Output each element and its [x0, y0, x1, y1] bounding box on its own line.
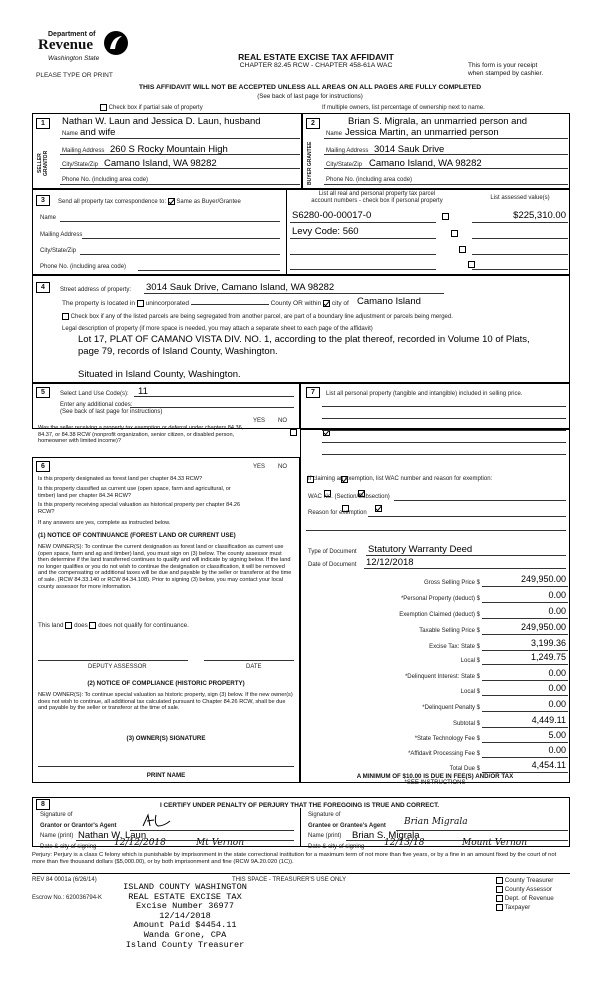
- copy-county-treasurer-checkbox[interactable]: [496, 877, 503, 884]
- s5-yes-header: YES: [253, 418, 266, 424]
- print-name-label: PRINT NAME: [146, 772, 186, 779]
- partial-sale-label: Check box if partial sale of property: [108, 105, 203, 112]
- perjury-text: Perjury: Perjury is a class C felony which is punishable by imprisonment in the state correctional institution for a maximum term of not more than five years, or by a fine in an amount fixed by the court of not more than five thousand dollars ($5,000.00), or by both imprisonment and fine (RCW 9A.20.020 (1C)).: [32, 852, 557, 865]
- parcel-1-personal-checkbox[interactable]: [442, 213, 449, 220]
- grantee-date-label: Date & city of signing: [308, 844, 365, 850]
- copy-taxpayer-checkbox[interactable]: [496, 904, 503, 911]
- buyer-mailing-value[interactable]: 3014 Sauk Drive: [374, 144, 445, 155]
- legal-line-3[interactable]: Situated in Island County, Washington.: [78, 369, 241, 380]
- parcel-3-personal-checkbox[interactable]: [459, 246, 466, 253]
- section7-number: 7: [306, 387, 320, 398]
- grantor-date-value[interactable]: 12/12/2018: [114, 838, 166, 848]
- copy-county-treasurer: [496, 876, 554, 885]
- section3-number: 3: [36, 195, 50, 206]
- certify-statement: I CERTIFY UNDER PENALTY OF PERJURY THAT THE FOREGOING IS TRUE AND CORRECT.: [160, 802, 440, 809]
- s3-name-label: Name: [40, 215, 57, 221]
- grantee-agent-label: Grantee or Grantee's Agent: [308, 823, 386, 829]
- wac-claim-label: If claiming an exemption, list WAC number and reason for exemption:: [308, 476, 493, 482]
- notice1-text: NEW OWNER(S): To continue the current designation as forest land or classification as current use (open space, farm and ag and timber) land, you must sign on (3) below. The county assessor must then determine if the land transferred continues to qualify and will indicate by signing below. If the land no longer qualifies or you do not wish to continue the designation or classification, it will be removed and the compensating or additional taxes will be due and payable by the seller or transferor at the time of sale. (RCW 84.33.140 or RCW 84.34.108). Prior to signing (3) below, you may contact your local county assessor for more information.: [38, 544, 292, 590]
- buyer-city-value[interactable]: Camano Island, WA 98282: [369, 158, 482, 169]
- s6-yes-header: YES: [253, 464, 266, 470]
- total-due-value[interactable]: 4,454.11: [531, 760, 566, 770]
- rev-label: REV 84 0001a (6/26/14): [32, 877, 97, 883]
- see-back-instructions: (See back of last page for instructions): [257, 93, 363, 100]
- qualify-row: [38, 622, 189, 629]
- deputy-assessor-label: DEPUTY ASSESSOR: [88, 664, 147, 670]
- grantor-agent-label: Grantor or Grantor's Agent: [40, 823, 117, 829]
- grantee-signature-value[interactable]: Brian Migrala: [404, 817, 468, 827]
- seller-city-value[interactable]: Camano Island, WA 98282: [104, 158, 217, 169]
- partial-sale-row: [100, 104, 203, 111]
- section8-number: 8: [36, 799, 50, 810]
- personal-property-label: List all personal property (tangible and intangible) included in selling price.: [326, 391, 523, 397]
- buyer-side-label: BUYER GRANTEE: [307, 141, 313, 185]
- dor-revenue-label: Revenue: [38, 37, 93, 53]
- seller-mailing-value[interactable]: 260 S Rocky Mountain High: [110, 144, 228, 155]
- grantor-name-label: Name (print): [40, 833, 74, 839]
- current-use-question: Is this property classified as current use (open space, farm and agricultural, or timber) land per chapter 84.34 RCW?: [38, 486, 231, 499]
- forest-question: Is this property designated as forest land per chapter 84.33 RCW?: [38, 476, 203, 482]
- send-correspondence-row: [58, 198, 241, 205]
- unincorporated-checkbox[interactable]: [137, 300, 144, 307]
- segregated-checkbox[interactable]: [62, 313, 69, 320]
- see-instructions-note: *SEE INSTRUCTIONS: [404, 780, 466, 786]
- historic-question: Is this property receiving special valuation as historical property per chapter 84.26 RCW?: [38, 502, 241, 515]
- delinquent-interest-state-label: *Delinquent Interest: State $: [404, 674, 480, 680]
- dor-logo: [38, 28, 138, 72]
- grantee-name-label: Name (print): [308, 833, 342, 839]
- tech-fee-value[interactable]: 5.00: [548, 730, 566, 740]
- copy-county-treasurer-label: County Treasurer: [504, 877, 554, 884]
- city-name-value[interactable]: Camano Island: [357, 296, 421, 307]
- does-label: does: [74, 622, 88, 630]
- seller-section-number: 1: [36, 118, 50, 129]
- buyer-name-line-1[interactable]: Brian S. Migrala, an unmarried person and: [348, 116, 528, 127]
- stamp-line-2: REAL ESTATE EXCISE TAX: [128, 891, 242, 902]
- please-type-label: PLEASE TYPE OR PRINT: [36, 72, 113, 79]
- grantee-sig-label: Signature of: [308, 812, 341, 818]
- personal-deduct-value[interactable]: 0.00: [548, 590, 566, 600]
- seller-city-label: City/State/Zip: [62, 162, 99, 168]
- copy-taxpayer: [496, 903, 554, 912]
- notice1-title: (1) NOTICE OF CONTINUANCE (FOREST LAND OR CURRENT USE): [38, 532, 236, 539]
- segregated-label: Check box if any of the listed parcels are being segregated from another parcel, are part of a boundary line adjustment or parcels being merged.: [70, 314, 453, 321]
- exemption-claimed-label: Exemption Claimed (deduct) $: [399, 612, 480, 618]
- seller-phone-label: Phone No. (including area code): [62, 177, 149, 183]
- owner-signature-label: (3) OWNER(S) SIGNATURE: [126, 735, 206, 742]
- s3-mailing-label: Mailing Address: [40, 232, 83, 238]
- parcel-2-personal-checkbox[interactable]: [451, 230, 458, 237]
- buyer-name-line-2[interactable]: Jessica Martin, an unmarried person: [345, 127, 499, 138]
- unincorporated-label: unincorporated: [145, 300, 189, 308]
- processing-fee-label: *Affidavit Processing Fee $: [408, 751, 480, 757]
- this-land-label: This land: [38, 622, 64, 630]
- copy-dept-revenue: [496, 894, 554, 903]
- taxable-price-value[interactable]: 249,950.00: [520, 622, 566, 632]
- delinquent-penalty-label: *Delinquent Penalty $: [422, 705, 480, 711]
- stamp-line-3: Excise Number 36977: [136, 901, 234, 912]
- assessed-header: List assessed value(s): [490, 195, 550, 201]
- historic-no-checkbox[interactable]: [375, 505, 382, 512]
- notice2-title: (2) NOTICE OF COMPLIANCE (HISTORIC PROPERTY): [87, 680, 245, 687]
- stamp-line-4: 12/14/2018: [159, 910, 211, 921]
- section5-number: 5: [36, 387, 50, 398]
- section4-number: 4: [36, 282, 50, 293]
- copy-dept-revenue-checkbox[interactable]: [496, 895, 503, 902]
- assessor-date-label: DATE: [246, 664, 262, 670]
- s3-phone-label: Phone No. (including area code): [40, 264, 127, 270]
- land-use-value[interactable]: 11: [138, 386, 148, 397]
- same-as-buyer-label: Same as Buyer/Grantee: [176, 199, 241, 206]
- gross-price-label: Gross Selling Price $: [423, 580, 480, 586]
- buyer-section-number: 2: [306, 118, 320, 129]
- street-label: Street address of property:: [60, 287, 132, 293]
- grantor-city-value[interactable]: Mt Vernon: [196, 838, 245, 848]
- s6-no-header: NO: [278, 464, 287, 470]
- exemption-question: Was the seller receiving a property tax exemption or deferral under chapters 84.36, 84.37, or 84.38 RCW (nonprofit organization, senior citizen, or disabled person, homeowner with limited income)?: [38, 425, 244, 445]
- delinquent-interest-local-label: Local $: [460, 689, 480, 695]
- legal-line-2[interactable]: page 79, records of Island County, Washington.: [78, 346, 278, 357]
- processing-fee-value[interactable]: 0.00: [548, 745, 566, 755]
- taxable-price-label: Taxable Selling Price $: [419, 628, 480, 634]
- located-pre-label: The property is located in: [62, 300, 135, 308]
- stamp-line-7: Island County Treasurer: [125, 939, 245, 950]
- grantee-name-value[interactable]: Brian S. Migrala: [352, 830, 420, 841]
- land-use-label: Select Land Use Code(s):: [60, 391, 129, 397]
- minimum-fee-note: A MINIMUM OF $10.00 IS DUE IN FEE(S) AND/OR TAX: [356, 773, 514, 780]
- receipt-line-2: when stamped by cashier.: [468, 70, 544, 77]
- does-qualify-checkbox[interactable]: [65, 622, 72, 629]
- buyer-name-label: Name: [326, 131, 343, 137]
- excise-state-label: Excise Tax: State $: [429, 644, 480, 650]
- additional-codes-label: Enter any additional codes:: [60, 402, 133, 408]
- form-title: REAL ESTATE EXCISE TAX AFFIDAVIT: [238, 52, 394, 62]
- escrow-label: Escrow No.: 620036794-K: [32, 895, 103, 901]
- segregated-row: [62, 313, 453, 320]
- if-yes-note: If any answers are yes, complete as instructed below.: [38, 520, 171, 526]
- seller-name-line-1[interactable]: Nathan W. Laun and Jessica D. Laun, husband: [62, 116, 261, 127]
- does-not-label: does not qualify for continuance.: [98, 622, 189, 630]
- copy-county-assessor: [496, 885, 554, 894]
- delinquent-penalty-value[interactable]: 0.00: [548, 699, 566, 709]
- delinquent-interest-state-value[interactable]: 0.00: [548, 668, 566, 678]
- stamp-line-1: ISLAND COUNTY WASHINGTON: [123, 882, 247, 892]
- seller-side-label: SELLER GRANTOR: [37, 150, 49, 176]
- street-value[interactable]: 3014 Sauk Drive, Camano Island, WA 98282: [146, 282, 335, 293]
- doc-type-label: Type of Document: [308, 549, 357, 555]
- same-as-buyer-checkbox[interactable]: [168, 198, 175, 205]
- grantor-date-label: Date & city of signing: [40, 844, 97, 850]
- treasurer-stamp: [120, 883, 250, 950]
- section6-number: 6: [36, 461, 50, 472]
- wac-no-label: WAC No. (Section/Subsection): [308, 494, 390, 500]
- form-warning: THIS AFFIDAVIT WILL NOT BE ACCEPTED UNLESS ALL AREAS ON ALL PAGES ARE FULLY COMPLETED: [138, 84, 482, 91]
- s3-city-label: City/State/Zip: [40, 248, 77, 254]
- doc-type-value[interactable]: Statutory Warranty Deed: [368, 544, 473, 555]
- reason-label: Reason for exemption: [308, 510, 367, 516]
- copy-county-assessor-label: County Assessor: [504, 886, 552, 893]
- notice2-text: NEW OWNER(S): To continue special valuation as historic property, sign (3) below. If the new owner(s) does not wish to continue, all additional tax calculated pursuant to Chapter 84.26 RCW, shall be due and payable by the seller or transferor at the time of sale.: [38, 692, 293, 712]
- excise-state-value[interactable]: 3,199.36: [530, 638, 566, 648]
- doc-date-label: Date of Document: [308, 562, 357, 568]
- grantee-date-value[interactable]: 12/13/18: [384, 838, 425, 848]
- s5-no-header: NO: [278, 418, 287, 424]
- exemption-yes-checkbox[interactable]: [290, 429, 297, 436]
- copies-list: [496, 876, 554, 912]
- exemption-claimed-value[interactable]: 0.00: [548, 606, 566, 616]
- receipt-line-1: This form is your receipt: [468, 62, 538, 69]
- delinquent-interest-local-value[interactable]: 0.00: [548, 683, 566, 693]
- grantee-city-value[interactable]: Mount Vernon: [462, 838, 528, 848]
- seller-name-line-2[interactable]: and wife: [80, 127, 116, 138]
- send-correspondence-label: Send all property tax correspondence to:: [58, 199, 167, 206]
- parcel-number[interactable]: S6280-00-00017-0: [292, 210, 372, 221]
- grantor-sig-label: Signature of: [40, 812, 73, 818]
- legal-label: Legal description of property (if more space is needed, you may attach a separate sheet to each page of the affidavit): [62, 326, 373, 332]
- county-or-within-label: County OR within: [270, 300, 322, 308]
- dor-state-label: Washington State: [48, 55, 100, 62]
- parcel-4-personal-checkbox[interactable]: [468, 261, 475, 268]
- tech-fee-label: *State Technology Fee $: [414, 736, 480, 742]
- additional-see-back: (See back of last page for instructions): [60, 409, 163, 415]
- buyer-mailing-label: Mailing Address: [326, 148, 369, 154]
- multiple-owners-note: If multiple owners, list percentage of ownership next to name.: [322, 105, 485, 111]
- stamp-line-6: Wanda Grone, CPA: [143, 929, 227, 940]
- excise-local-label: Local $: [460, 658, 480, 664]
- subtotal-label: Subtotal $: [452, 721, 480, 727]
- grantor-name-value[interactable]: Nathan W. Laun: [78, 830, 147, 841]
- parcel-header-1: List all real and personal property tax parcel: [318, 191, 436, 197]
- seller-name-label: Name: [62, 131, 79, 137]
- total-due-label: Total Due $: [449, 766, 480, 772]
- treasurer-only-label: THIS SPACE - TREASURER'S USE ONLY: [232, 877, 347, 883]
- seller-mailing-label: Mailing Address: [62, 148, 105, 154]
- dor-dept-label: Department of: [48, 31, 96, 38]
- partial-sale-checkbox[interactable]: [100, 104, 107, 111]
- doc-date-value[interactable]: 12/12/2018: [366, 557, 414, 568]
- legal-line-1[interactable]: Lot 17, PLAT OF CAMANO VISTA DIV. NO. 1, according to the plat thereof, recorded in Volume 10 of Plats,: [78, 334, 530, 345]
- subtotal-value[interactable]: 4,449.11: [531, 715, 566, 725]
- dor-emblem-icon: [102, 29, 130, 57]
- form-chapter: CHAPTER 82.45 RCW - CHAPTER 458-61A WAC: [239, 62, 393, 69]
- gross-price-value[interactable]: 249,950.00: [520, 574, 566, 584]
- buyer-city-label: City/State/Zip: [326, 162, 363, 168]
- does-not-qualify-checkbox[interactable]: [89, 622, 96, 629]
- copy-dept-revenue-label: Dept. of Revenue: [504, 895, 554, 902]
- excise-local-value[interactable]: 1,249.75: [530, 652, 566, 662]
- stamp-line-5: Amount Paid $4454.11: [133, 920, 237, 931]
- perjury-notice: [32, 852, 570, 865]
- located-row: [62, 300, 349, 307]
- personal-deduct-label: *Personal Property (deduct) $: [400, 596, 480, 602]
- city-of-checkbox[interactable]: [323, 300, 330, 307]
- copy-taxpayer-label: Taxpayer: [504, 904, 531, 911]
- copy-county-assessor-checkbox[interactable]: [496, 886, 503, 893]
- assessed-value[interactable]: $225,310.00: [513, 210, 566, 221]
- parcel-header-2: account numbers - check box if personal property: [311, 198, 443, 204]
- city-of-label: city of: [331, 300, 349, 308]
- buyer-phone-label: Phone No. (including area code): [326, 177, 413, 183]
- levy-code[interactable]: Levy Code: 560: [292, 226, 359, 237]
- grantor-signature-icon[interactable]: [140, 812, 180, 830]
